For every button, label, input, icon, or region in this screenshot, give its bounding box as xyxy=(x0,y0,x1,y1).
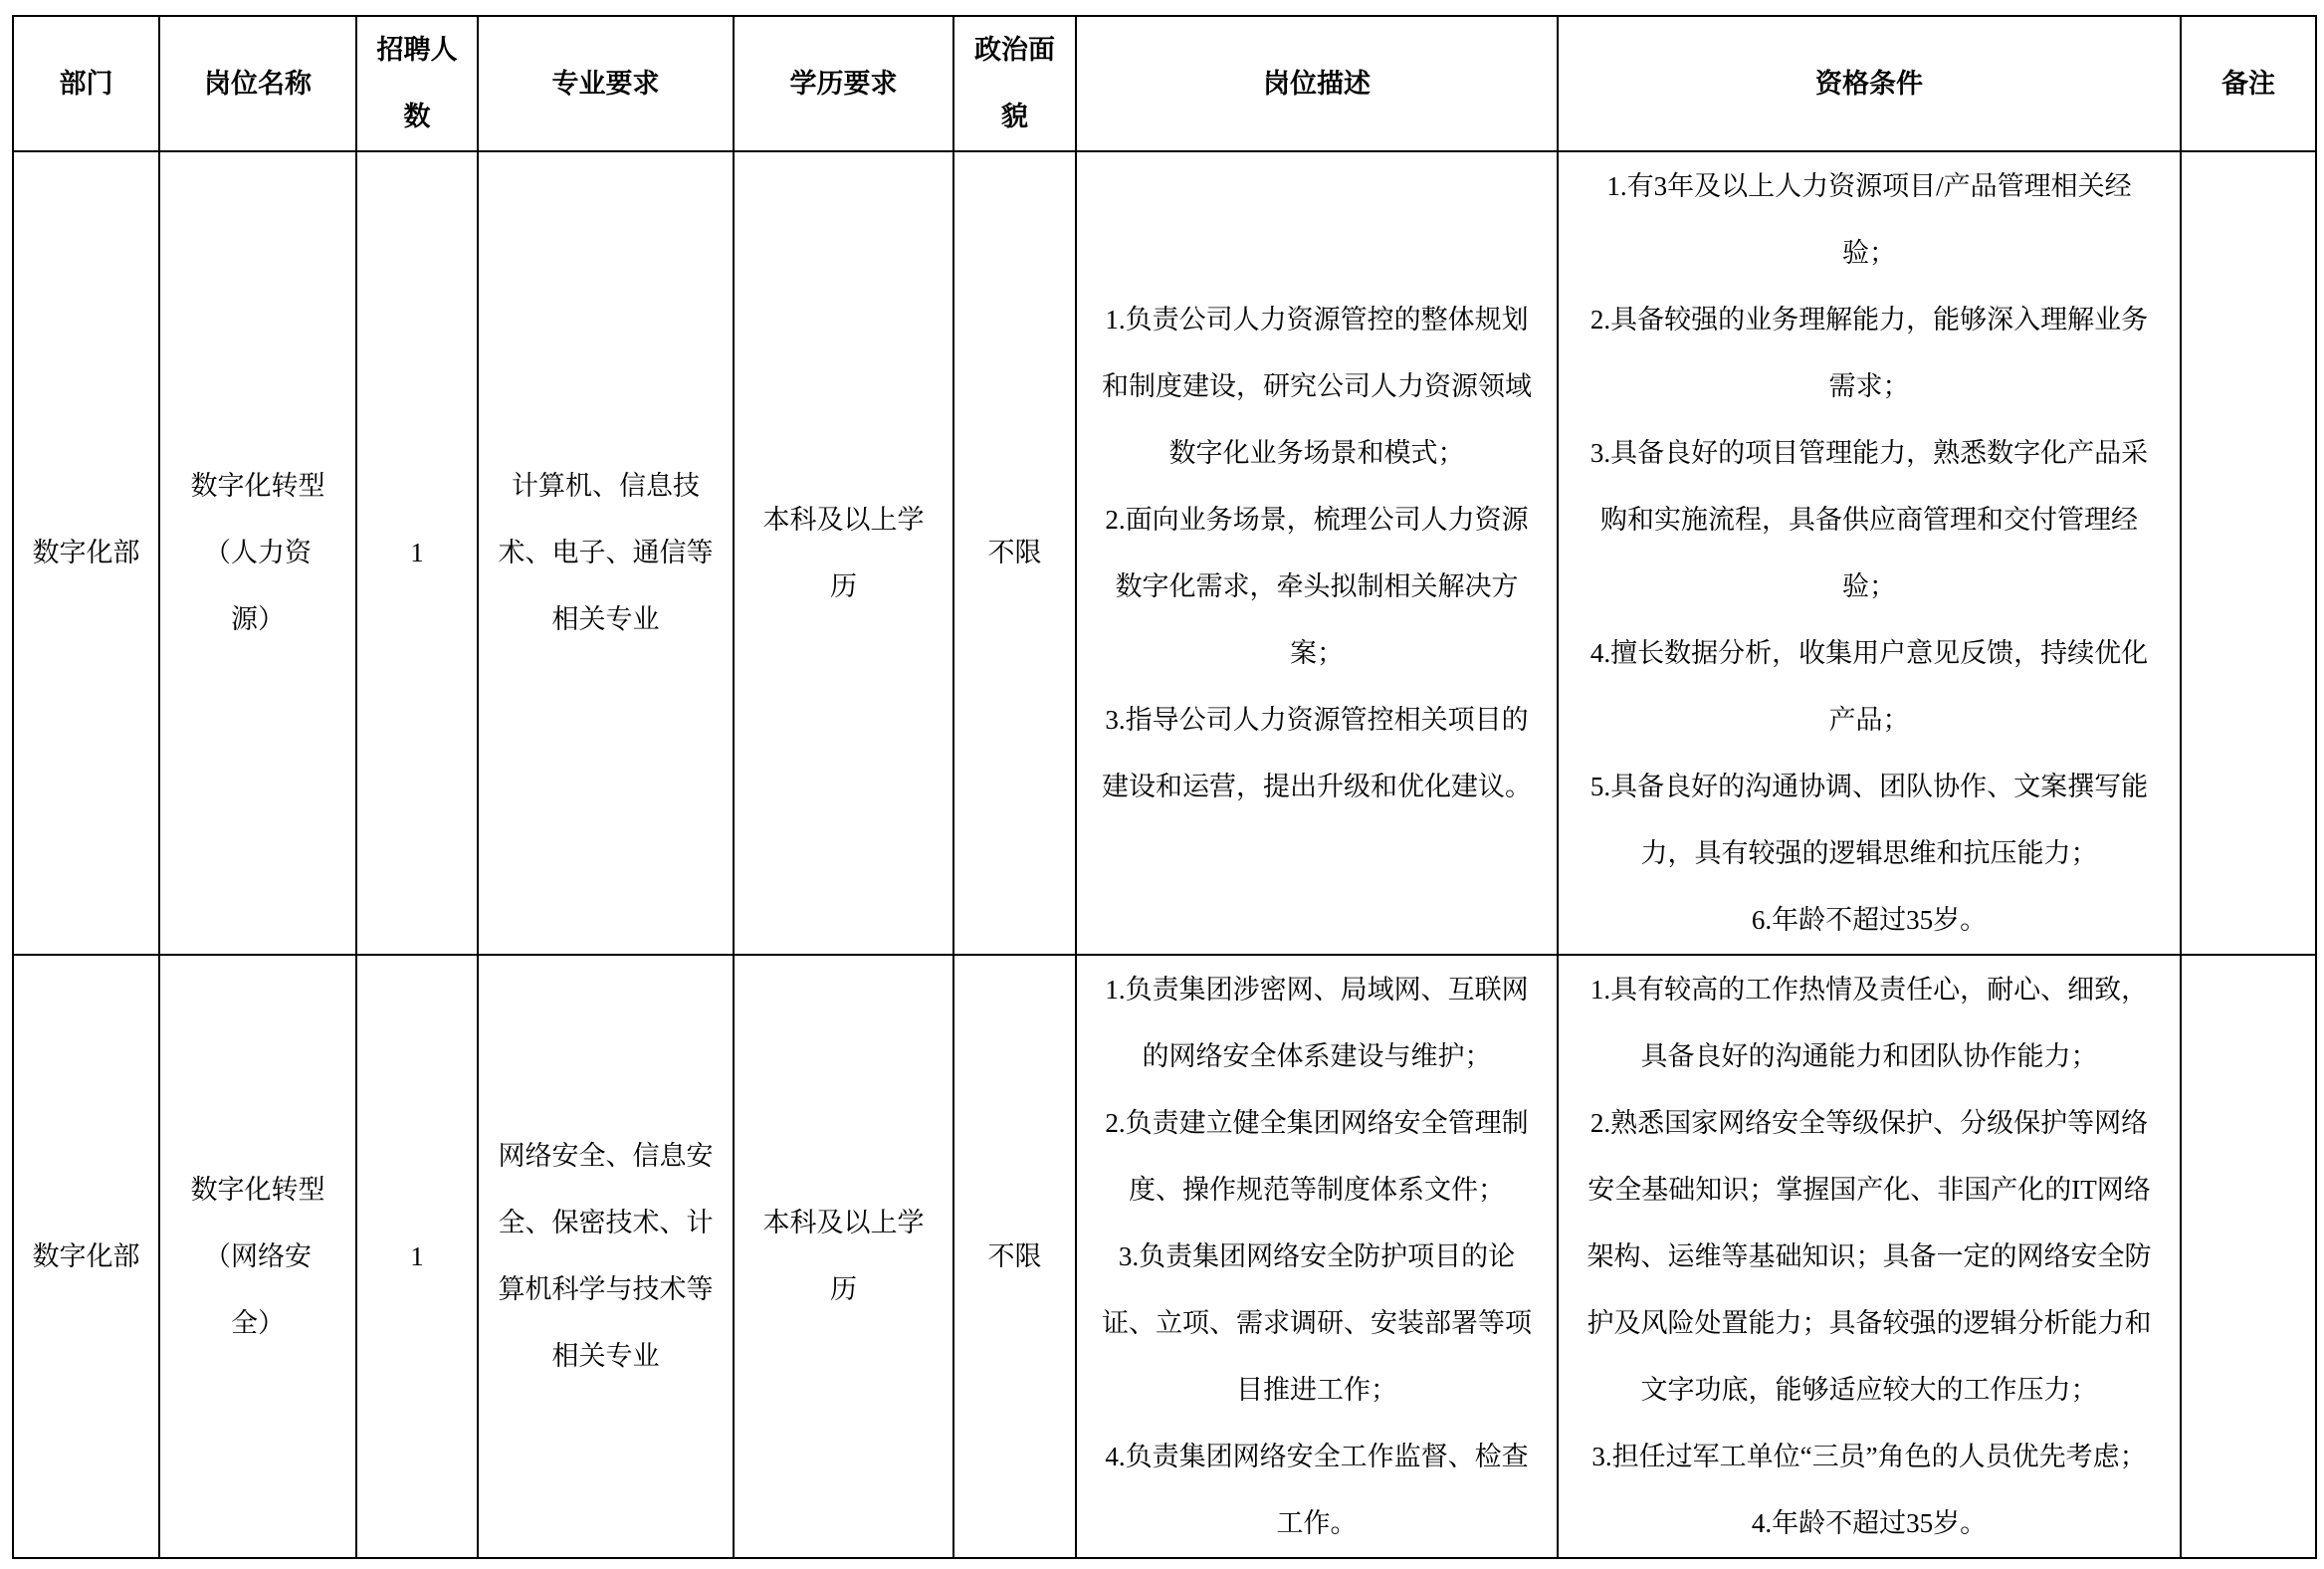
description-text: 的网络安全体系建设与维护； xyxy=(1142,1040,1492,1071)
qualifications-text: 购和实施流程，具备供应商管理和交付管理经 xyxy=(1600,504,2138,535)
qualifications-text: 验； xyxy=(1842,570,1896,601)
cell-department xyxy=(13,151,159,955)
description-text: 数字化需求，牵头拟制相关解决方 xyxy=(1115,570,1519,601)
description-text: 证、立项、需求调研、安装部署等项 xyxy=(1102,1307,1532,1338)
major-text: 相关专业 xyxy=(551,604,660,634)
qualifications-text: 2.熟悉国家网络安全等级保护、分级保护等网络 xyxy=(1589,1107,2149,1138)
description-text: 工作。 xyxy=(1276,1507,1358,1538)
qualifications-text: 架构、运维等基础知识；具备一定的网络安全防 xyxy=(1586,1240,2152,1271)
header-text: 数 xyxy=(403,102,431,131)
description-text: 数字化业务场景和模式； xyxy=(1168,437,1465,468)
qualifications-text: 力，具有较强的逻辑思维和抗压能力； xyxy=(1640,837,2098,868)
cell-education xyxy=(734,955,953,1558)
description-text: 3.指导公司人力资源管控相关项目的 xyxy=(1105,704,1529,735)
description-text: 2.面向业务场景，梳理公司人力资源 xyxy=(1105,504,1529,535)
cell-position xyxy=(159,955,356,1558)
qualifications-text: 安全基础知识；掌握国产化、非国产化的IT网络 xyxy=(1587,1174,2151,1205)
header-text: 岗位描述 xyxy=(1263,68,1371,99)
major-text: 算机科学与技术等 xyxy=(498,1274,714,1304)
cell-major xyxy=(478,151,734,955)
qualifications-text: 产品； xyxy=(1828,704,1910,735)
cell-political xyxy=(953,955,1076,1558)
cell-description xyxy=(1076,955,1558,1558)
major-text: 网络安全、信息安 xyxy=(498,1141,714,1171)
position-text: 数字化转型 xyxy=(190,1174,325,1205)
cell-political xyxy=(953,151,1076,955)
cell-qualifications xyxy=(1558,955,2181,1558)
table-row xyxy=(13,151,2316,955)
qualifications-text: 6.年龄不超过35岁。 xyxy=(1751,904,1988,935)
header-text: 招聘人 xyxy=(376,35,458,65)
header-row xyxy=(13,16,2316,151)
cell-qualifications xyxy=(1558,151,2181,955)
recruitment-table xyxy=(12,15,2317,1559)
qualifications-text: 4.擅长数据分析，收集用户意见反馈，持续优化 xyxy=(1589,637,2149,668)
headcount-text: 1 xyxy=(410,1240,424,1271)
header-political-status xyxy=(953,16,1076,151)
qualifications-text: 4.年龄不超过35岁。 xyxy=(1751,1507,1988,1538)
major-text: 相关专业 xyxy=(551,1341,660,1371)
header-job-description xyxy=(1076,16,1558,151)
department-text: 数字化部 xyxy=(32,538,140,567)
major-text: 术、电子、通信等 xyxy=(498,538,714,567)
header-text: 备注 xyxy=(2221,68,2275,99)
header-remarks xyxy=(2181,16,2316,151)
description-text: 度、操作规范等制度体系文件； xyxy=(1129,1174,1505,1205)
position-text: 全） xyxy=(231,1307,285,1338)
description-text: 4.负责集团网络安全工作监督、检查 xyxy=(1105,1441,1529,1471)
table-row xyxy=(13,955,2316,1558)
qualifications-text: 具备良好的沟通能力和团队协作能力； xyxy=(1640,1040,2098,1071)
qualifications-text: 3.担任过军工单位“三员”角色的人员优先考虑； xyxy=(1591,1441,2147,1471)
header-text: 政治面 xyxy=(974,35,1055,65)
description-text: 3.负责集团网络安全防护项目的论 xyxy=(1118,1240,1516,1271)
qualifications-text: 1.有3年及以上人力资源项目/产品管理相关经 xyxy=(1606,170,2132,201)
major-text: 全、保密技术、计 xyxy=(498,1208,714,1237)
description-text: 案； xyxy=(1290,637,1344,668)
position-text: 源） xyxy=(231,604,285,634)
cell-remarks xyxy=(2181,151,2316,955)
headcount-text: 1 xyxy=(410,538,424,567)
qualifications-text: 需求； xyxy=(1828,370,1910,401)
political-text: 不限 xyxy=(987,538,1042,567)
header-education xyxy=(734,16,953,151)
position-text: 数字化转型 xyxy=(190,471,325,501)
header-text: 岗位名称 xyxy=(204,68,312,99)
cell-headcount xyxy=(356,955,478,1558)
cell-description xyxy=(1076,151,1558,955)
description-text: 1.负责集团涉密网、局域网、互联网 xyxy=(1105,974,1529,1005)
position-text: （网络安 xyxy=(204,1240,312,1271)
header-text: 资格条件 xyxy=(1815,68,1923,99)
cell-department xyxy=(13,955,159,1558)
header-major xyxy=(478,16,734,151)
education-text: 本科及以上学 xyxy=(762,504,925,535)
cell-headcount xyxy=(356,151,478,955)
header-text: 专业要求 xyxy=(551,68,660,99)
qualifications-text: 护及风险处置能力；具备较强的逻辑分析能力和 xyxy=(1586,1307,2152,1338)
description-text: 目推进工作； xyxy=(1236,1374,1397,1405)
description-text: 建设和运营，提出升级和优化建议。 xyxy=(1102,771,1532,801)
description-text: 和制度建设，研究公司人力资源领域 xyxy=(1102,370,1532,401)
header-position xyxy=(159,16,356,151)
education-text: 历 xyxy=(830,570,857,601)
description-text: 1.负责公司人力资源管控的整体规划 xyxy=(1105,304,1529,335)
cell-major xyxy=(478,955,734,1558)
cell-remarks xyxy=(2181,955,2316,1558)
header-department xyxy=(13,16,159,151)
qualifications-text: 文字功底，能够适应较大的工作压力； xyxy=(1640,1374,2098,1405)
header-text: 貌 xyxy=(1001,102,1028,131)
education-text: 本科及以上学 xyxy=(762,1208,925,1237)
qualifications-text: 1.具有较高的工作热情及责任心，耐心、细致， xyxy=(1589,974,2149,1005)
description-text: 2.负责建立健全集团网络安全管理制 xyxy=(1105,1107,1529,1138)
major-text: 计算机、信息技 xyxy=(512,471,700,501)
header-headcount xyxy=(356,16,478,151)
header-text: 学历要求 xyxy=(789,68,898,99)
education-text: 历 xyxy=(830,1274,857,1304)
qualifications-text: 3.具备良好的项目管理能力，熟悉数字化产品采 xyxy=(1589,437,2149,468)
header-qualifications xyxy=(1558,16,2181,151)
qualifications-text: 5.具备良好的沟通协调、团队协作、文案撰写能 xyxy=(1589,771,2149,801)
position-text: （人力资 xyxy=(204,538,312,567)
cell-position xyxy=(159,151,356,955)
header-text: 部门 xyxy=(59,68,113,99)
qualifications-text: 2.具备较强的业务理解能力，能够深入理解业务 xyxy=(1589,304,2149,335)
political-text: 不限 xyxy=(987,1240,1042,1271)
qualifications-text: 验； xyxy=(1842,237,1896,268)
department-text: 数字化部 xyxy=(32,1240,140,1271)
cell-education xyxy=(734,151,953,955)
